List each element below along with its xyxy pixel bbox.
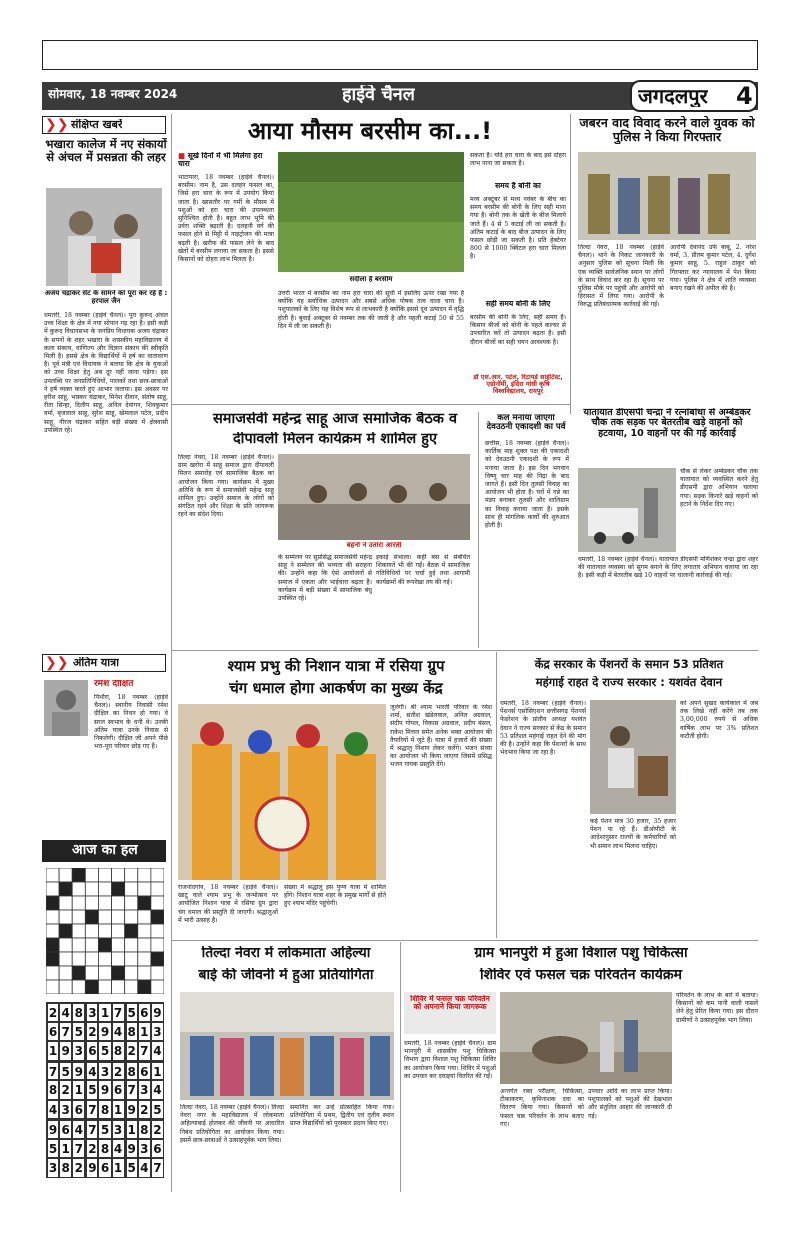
bhanupuri-sidebar-head: शिविर में फसल चक्र परिवर्तन को अपनाने किया जागरूक [410, 995, 490, 1012]
sudoku-cell: 1 [125, 1119, 138, 1139]
sudoku-cell: 2 [85, 1139, 98, 1159]
crossword-cell [151, 980, 164, 994]
crossword-cell [138, 924, 151, 938]
field-photo-image [278, 152, 464, 272]
sudoku-cell: 9 [72, 1061, 85, 1081]
sudoku-cell: 5 [85, 1080, 98, 1100]
sudoku-cell: 5 [46, 1139, 59, 1159]
puzzle-title: आज का हल [72, 843, 138, 858]
obituary-body: पिथौरा, 18 नवम्बर (हाईवे चैनल)। स्थानीय निवासी रमेश दीक्षित का निधन हो गया। वे सरल स्वभाव के धनी थे। उनकी अंतिम यात्रा उनके निवास से निकलेगी। दीक्षित जी अपने पीछे भरा-पूरा परिवार छोड़ गए हैं। [94, 694, 168, 751]
crossword-cell [59, 952, 72, 966]
obituary-name: रमेश दीक्षित [94, 680, 134, 689]
sudoku-cell: 2 [151, 1119, 164, 1139]
sudoku-cell: 9 [85, 1158, 98, 1178]
crossword-cell [125, 980, 138, 994]
sudoku-cell: 4 [85, 1061, 98, 1081]
traffic-photo [578, 468, 676, 552]
meeting-photo [278, 454, 470, 540]
sudoku-cell: 6 [112, 1080, 125, 1100]
crime-body-2: आरोपी देवानंद उर्फ बाबू, 2. नरेश वर्मा, 3. प्रीतम कुमार पटेल, 4. दुर्गेश कुमार साहू, 5. राहुल ठाकुर को गिरफ्तार कर न्यायालय में पेश किया गया। पुलिस ने क्षेत्र में शांति व्यवस्था बनाए रखने की अपील की है। [670, 244, 756, 293]
sudoku-cell: 9 [46, 1119, 59, 1139]
crossword-cell [46, 966, 59, 980]
crossword-cell [138, 896, 151, 910]
crossword-cell [72, 896, 85, 910]
crossword-cell [98, 910, 111, 924]
sudoku-cell: 7 [72, 1139, 85, 1159]
pension-headline-2: महंगाई राहत दे राज्य सरकार : यशवंत देवान [535, 676, 723, 689]
sudoku-cell: 7 [138, 1041, 151, 1061]
lead-headline: आया मौसम बरसीम का...! [247, 118, 493, 145]
sudoku-cell: 6 [85, 1041, 98, 1061]
sudoku-cell: 2 [85, 1022, 98, 1042]
crossword-cell [151, 938, 164, 952]
crossword-cell [46, 896, 59, 910]
crossword-cell [98, 868, 111, 882]
crossword-cell [112, 966, 125, 980]
sudoku-cell: 7 [59, 1022, 72, 1042]
shyam-body-1: राजनांदगांव, 18 नवम्बर (हाईवे चैनल)। खाटू वाले श्याम प्रभु के जन्मोत्सव पर आयोजित निशान यात्रा में रसिया ग्रुप द्वारा चंग धमाल की प्रस्तुति दी जाएगी। श्रद्धालुओं में भारी उत्साह है। [178, 884, 278, 924]
crossword-cell [85, 868, 98, 882]
crossword-cell [85, 896, 98, 910]
sudoku-cell: 8 [98, 1100, 111, 1120]
crossword-cell [59, 980, 72, 994]
ahilya-body-1: तिल्दा नेवरा, 18 नवम्बर (हाईवे चैनल)। तिल्दा नेवरा नगर के महाविद्यालय में लोकमाता अहिल्याबाई होलकर की जीवनी पर आधारित निबंध प्रतियोगिता का आयोजन किया गया। इसमें छात्र-छात्राओं ने उत्साहपूर्वक भाग लिया। [180, 1104, 284, 1144]
sudoku-cell: 3 [46, 1158, 59, 1178]
sudoku-cell: 9 [125, 1100, 138, 1120]
sudoku-cell: 8 [125, 1061, 138, 1081]
crossword-cell [112, 952, 125, 966]
sudoku-cell: 4 [46, 1100, 59, 1120]
sudoku-cell: 7 [112, 1002, 125, 1022]
brief-section-title: ❯❯ संक्षिप्त खबरें [42, 116, 166, 134]
crossword-cell [138, 868, 151, 882]
crossword-cell [46, 952, 59, 966]
crossword-cell [98, 938, 111, 952]
samaj-subhead: बहनों ने उतारा आरती [346, 542, 402, 549]
page-number: 4 [736, 83, 753, 110]
crossword-cell [59, 896, 72, 910]
sudoku-cell: 3 [59, 1100, 72, 1120]
crossword-cell [46, 910, 59, 924]
crossword-cell [125, 910, 138, 924]
portrait-image [44, 680, 88, 736]
shyam-body-3: जुलेगी। श्री श्याम भारती परिवार के रमेश शर्मा, सतीश खंडेलवाल, अनिल अग्रवाल, संदीप गोयल, विकास अग्रवाल, प्रदीप बंसल, राकेश मित्तल समेत अनेक भक्त आयोजन की तैयारियों में जुटे हैं। यात्रा में हजारों की संख्या में श्रद्धालु निशान लेकर चलेंगे। भजन संध्या का आयोजन भी किया जाएगा जिसमें प्रसिद्ध भजन गायक प्रस्तुति देंगे। [390, 704, 492, 769]
sudoku-cell: 9 [98, 1080, 111, 1100]
sudoku-cell: 4 [138, 1158, 151, 1178]
sudoku-cell: 8 [46, 1080, 59, 1100]
crossword-cell [98, 952, 111, 966]
bhanupuri-photo [500, 992, 672, 1084]
sudoku-cell: 5 [72, 1022, 85, 1042]
crossword-cell [125, 924, 138, 938]
crossword-cell [85, 924, 98, 938]
crossword-cell [138, 938, 151, 952]
sudoku-cell: 3 [85, 1002, 98, 1022]
sudoku-cell: 3 [98, 1061, 111, 1081]
lead-photo-caption: सर्दीला है बरसीम [349, 276, 393, 283]
sudoku-cell: 5 [125, 1158, 138, 1178]
crossword-cell [59, 882, 72, 896]
brief-body: धमतरी, 18 नवम्बर (हाईवे चैनल)। पूरा कुरूद अंचल उच्च शिक्षा के क्षेत्र में नया सोपान गढ़ रहा है। इसी कड़ी में कुरूद विधानसभा के जनप्रिय विधायक अजय चंद्राकर के सपनों के शहर भखारा के शासकीय महाविद्यालय में कला संकाय, वाणिज्य और विज्ञान संकाय की स्वीकृति मिली है। इससे क्षेत्र के विद्यार्थियों में हर्ष का वातावरण है। पूर्व मंत्री एवं विधायक ने बताया कि क्षेत्र के युवाओं को उच्च शिक्षा हेतु अब दूर नहीं जाना पड़ेगा। इस उपलब्धि पर जनप्रतिनिधियों, पालकों तथा छात्र-छात्राओं ने हर्ष व्यक्त करते हुए आभार जताया। इस अवसर पर हरीश साहू, भास्कर चंद्राकर, मिनेश दीवान, संतोष साहू, रीता सिन्हा, दिलीप साहू, अनिल देवांगन, शिवकुमार वर्मा, बृजलाल साहू, सुरेश साहू, खेमलाल पटेल, प्रदीप साहू, नीरज चंद्राकर सहित बड़ी संख्या में क्षेत्रवासी उपस्थित रहे। [44, 312, 168, 434]
lead-body-1: भाटापारा, 18 नवम्बर (हाईवे चैनल)। बरसीम। नाम है, उस दलहन फसल का, जिसे हरा चारा के रूप में उपयोग किया जाता है। खासतौर पर गर्मी के मौसम में पशुओं को हरा चारा की उपलब्धता सुनिश्चित होती है। बहुत लाभ भूमि की उर्वरा शक्ति बढ़ाती है। दलहनी वर्ग की फसल होने से मिट्टी में नाइट्रोजन की मात्रा बढ़ती है। खरीफ की फसल लेने के बाद खेतों में बरसीम लगाया जा सकता है। इससे किसानों को दोहरा लाभ मिलता है। [178, 174, 274, 264]
crossword-cell [46, 882, 59, 896]
ahilya-photo [180, 992, 394, 1100]
crossword-cell [46, 938, 59, 952]
crossword-cell [112, 924, 125, 938]
pension-body-1: धमतरी, 18 नवम्बर (हाईवे चैनल)। पेंशनर्स एसोसिएशन छत्तीसगढ़ पेंशनर्स फेडरेशन के प्रांतीय अध्यक्ष यशवंत देवान ने राज्य सरकार से केंद्र के समान 53 प्रतिशत महंगाई राहत देने की मांग की है। उन्होंने कहा कि पेंशनरों के साथ भेदभाव किया जा रहा है। [500, 700, 586, 757]
city-tab [630, 80, 758, 112]
samaj-photo [278, 454, 470, 540]
crossword-cell [85, 980, 98, 994]
brief-headline: भखारा कालेज में नए संकायों से अंचल में प्रसन्नता की लहर [45, 138, 167, 164]
lead-photo [278, 152, 464, 272]
shyam-body-2: संख्या में श्रद्धालु इस पुण्य यात्रा में शामिल होंगे। निशान यात्रा शहर के प्रमुख मार्गों से होते हुए श्याम मंदिर पहुंचेगी। [284, 884, 386, 908]
sudoku-cell: 5 [59, 1061, 72, 1081]
sudoku-cell: 1 [59, 1139, 72, 1159]
sudoku-cell: 1 [72, 1080, 85, 1100]
lead-subhead: ■ सूखे दिनों में भी मिलेगा हरा चारा [178, 152, 263, 169]
ambedkar-headline: यातायात डीएसपी चन्द्रा ने रत्नांबांधा से अम्बेडकर चौक तक सड़क पर बेतरतीब खड़े वाहनों को हटवाया, 10 वाहनों पर की गई कार्रवाई [583, 408, 751, 439]
crossword-cell [72, 980, 85, 994]
lead-body-2: उत्तरी भारत में बरसीम का नाम हरा चारा की सूची में इसलिए ऊपर रखा गया है क्योंकि यह सर्वाधिक उत्पादन और सबसे अधिक पोषक तत्व वाला चारा है। पशुपालकों के लिए यह विशेष रूप से लाभकारी है क्योंकि इससे दूध उत्पादन में वृद्धि होती है। बुवाई अक्टूबर से नवम्बर तक की जाती है और पहली कटाई 50 से 55 दिन में ली जा सकती है। [278, 290, 464, 330]
crossword-cell [59, 910, 72, 924]
sudoku-cell: 5 [98, 1119, 111, 1139]
lead-subhead-2: समय है बोनी का [495, 182, 541, 190]
sudoku-cell: 9 [151, 1002, 164, 1022]
sudoku-cell: 1 [112, 1158, 125, 1178]
sudoku-cell: 8 [72, 1002, 85, 1022]
crossword-cell [112, 868, 125, 882]
cattle-camp-photo [500, 992, 672, 1084]
sudoku-cell: 5 [98, 1041, 111, 1061]
lead-body-5: बरसीम की बोनी के लिए, सही समय है। किसान बीजों को बोनी के पहले कल्चर से उपचारित करें तो उत्पादन बढ़ता है। इसी दौरान बीजों का सही चयन आवश्यक है। [470, 314, 566, 346]
crossword-cell [72, 924, 85, 938]
crossword-cell [125, 882, 138, 896]
crossword-cell [151, 966, 164, 980]
obituary-photo [44, 680, 88, 736]
pension-body-3: को अपने सुखद कार्यकाल में जब तक लिखे नहीं करेंगे तब तक 3,00,000 रुपये से अधिक वार्षिक लाभ पर 3% प्रतिशत कटौती होगी। [680, 700, 758, 740]
crossword-cell [138, 966, 151, 980]
crossword-cell [151, 896, 164, 910]
sudoku-cell: 1 [138, 1022, 151, 1042]
crossword-cell [72, 868, 85, 882]
samaj-headline-1: समाजसेवी महेन्द्र साहू आज समाजिक बैठक व [212, 412, 458, 427]
sudoku-cell: 7 [46, 1061, 59, 1081]
sudoku-cell: 1 [98, 1002, 111, 1022]
issue-date: सोमवार, 18 नवम्बर 2024 [48, 88, 178, 101]
crossword-cell [125, 952, 138, 966]
sudoku-cell: 4 [72, 1119, 85, 1139]
bhanupuri-headline-2: शिविर एवं फसल चक्र परिवर्तन कार्यक्रम [479, 968, 683, 983]
sudoku-cell: 8 [125, 1022, 138, 1042]
samaj-body-1: तिल्दा नेवरा, 18 नवम्बर (हाईवे चैनल)। ग्राम खरोरा में साहू समाज द्वारा दीपावली मिलन समारोह एवं सामाजिक बैठक का आयोजन किया गया। कार्यक्रम में मुख्य अतिथि के रूप में समाजसेवी महेन्द्र साहू शामिल हुए। उन्होंने समाज के लोगों को संगठित रहने और शिक्षा के प्रति जागरूक रहने का संदेश दिया। [178, 454, 274, 519]
paper-name: हाईवे चैनल [342, 85, 415, 105]
sudoku-cell: 7 [85, 1100, 98, 1120]
crossword-cell [72, 966, 85, 980]
crossword-cell [85, 938, 98, 952]
sudoku-cell: 8 [138, 1119, 151, 1139]
crossword-cell [59, 924, 72, 938]
sudoku-cell: 6 [59, 1119, 72, 1139]
crossword-svg [46, 868, 164, 994]
brief-photo-image [46, 188, 162, 286]
sudoku-cell: 3 [138, 1080, 151, 1100]
crossword-cell [112, 896, 125, 910]
crossword-cell [151, 924, 164, 938]
sudoku-cell: 8 [59, 1158, 72, 1178]
ekadashi-body: छत्तीस, 18 नवम्बर (हाईवे चैनल)। कार्तिक माह शुक्ल पक्ष की एकादशी को देवउठनी एकादशी के रूप में मनाया जाता है। इस दिन भगवान विष्णु चार माह की निद्रा के बाद जागते हैं। इसी दिन तुलसी विवाह का आयोजन भी होता है। घरों में गन्ने का मंडप बनाकर तुलसी और शालिग्राम का विवाह कराया जाता है। इसके साथ ही मांगलिक कार्यों की शुरुआत होती है। [485, 440, 569, 530]
crossword-cell [138, 882, 151, 896]
bhanupuri-headline-1: ग्राम भानपुरी में हुआ विशाल पशु चिकित्सा [474, 946, 688, 961]
crossword-cell [112, 882, 125, 896]
crossword-cell [138, 952, 151, 966]
sudoku-cell: 3 [138, 1139, 151, 1159]
sudoku-cell: 4 [112, 1139, 125, 1159]
sudoku-cell: 3 [72, 1041, 85, 1061]
crossword-cell [98, 896, 111, 910]
crossword-cell [85, 882, 98, 896]
lead-subhead-3: सही समय बोनी के लिए [485, 300, 551, 308]
ekadashi-box [478, 412, 570, 648]
speaker-photo [590, 700, 676, 814]
crossword-cell [125, 868, 138, 882]
sudoku-cell: 8 [98, 1139, 111, 1159]
sudoku-cell: 3 [112, 1119, 125, 1139]
crossword-cell [72, 910, 85, 924]
crossword-cell [151, 910, 164, 924]
obituary-section-title: ❯❯ अंतिम यात्रा [42, 654, 166, 672]
shyam-headline-2: चंग धमाल होगा आकर्षण का मुख्य केंद्र [229, 680, 443, 697]
sudoku-cell: 2 [59, 1080, 72, 1100]
sudoku-grid [46, 1002, 164, 1178]
bhanupuri-body-4: परिवर्तन के लाभ के बारे में बताया। किसानों को कम पानी वाली फसलें लेने हेतु प्रेरित किया गया। इस दौरान ग्रामीणों ने उत्साहपूर्वक भाग लिया। [676, 992, 758, 1024]
sudoku-cell: 6 [138, 1061, 151, 1081]
crossword-cell [125, 966, 138, 980]
bhanupuri-body-3: उपचार आदि का लाभ प्राप्त किया। पशुपालकों को पशुओं की देखभाल और संतुलित आहार की जानकारी दी गई। [588, 1088, 672, 1120]
puzzle-title-band [42, 840, 166, 862]
crossword-cell [151, 882, 164, 896]
sudoku-cell: 4 [151, 1041, 164, 1061]
crossword-cell [85, 966, 98, 980]
sudoku-cell: 4 [59, 1002, 72, 1022]
sudoku-cell: 1 [112, 1100, 125, 1120]
sudoku-cell: 6 [72, 1100, 85, 1120]
crime-headline: जबरन वाद विवाद करने वाले युवक को पुलिस ने किया गिरफ्तार [579, 116, 755, 144]
crossword-cell [72, 938, 85, 952]
crossword-cell [59, 868, 72, 882]
crossword-cell [138, 910, 151, 924]
ahilya-body-2: समानित कर उन्हें प्रोत्साहित किया गया। प्रतियोगिता में प्रथम, द्वितीय एवं तृतीय स्थान प्राप्त विद्यार्थियों को पुरस्कार प्रदान किए गए। [290, 1104, 394, 1128]
city-name: जगदलपुर [638, 85, 708, 107]
lead-body-3: सकता है। यदि हरा चारा के बाद इसे दोहरा लाभ पाना जा सकता है। [470, 152, 566, 168]
sudoku-cell: 4 [151, 1080, 164, 1100]
sudoku-cell: 6 [46, 1022, 59, 1042]
crossword-cell [98, 966, 111, 980]
lead-body-4: मध्य अक्टूबर से मध्य नवंबर के बीच का समय बरसीम की बोनी के लिए सही माना गया है। बोनी तक के खेती के बीज मिलाये जाते हैं। 4 से 5 कटाई ली जा सकती है। अंतिम कटाई के बाद बीज उत्पादन के लिए फसल छोड़ी जा सकती है। प्रति हेक्टेयर 800 से 1000 क्विंटल हरा चारा मिलता है। [470, 196, 566, 261]
sudoku-cell: 3 [151, 1022, 164, 1042]
sudoku-cell: 2 [46, 1002, 59, 1022]
crossword-cell [112, 910, 125, 924]
pension-headline-1: केंद्र सरकार के पेंशनरों के समान 53 प्रतिशत [534, 658, 724, 671]
crossword-cell [46, 868, 59, 882]
brief-photo [46, 188, 162, 286]
shyam-photo [178, 704, 386, 880]
sudoku-cell: 6 [98, 1158, 111, 1178]
sudoku-cell: 7 [151, 1158, 164, 1178]
samaj-body-3: इकाई संभाला। कहीं बस से संबंधित शिकायतें भी की गईं। बैठक में सामाजिक गतिविधियों पर चर्चा हुई तथा आगामी कार्यक्रमों की रूपरेखा तय की गई। [376, 554, 470, 586]
sudoku-cell: 2 [72, 1158, 85, 1178]
ambedkar-body-1: चौक से लेकर अम्बेडकर चौक तक यातायात को व्यवस्थित करने हेतु डीएसपी द्वारा अभियान चलाया गया। सड़क किनारे खड़े वाहनों को हटाने के निर्देश दिए गए। [680, 468, 758, 508]
crossword-cell [98, 924, 111, 938]
bhanupuri-body-2: अन्तर्गत रक्त परीक्षण, चिकित्सा, टीकाकरण, कृमिनाशक दवा का वितरण किया गया। किसानों को फसल चक्र परिवर्तन के लाभ बताए गए। [500, 1088, 584, 1128]
ahilya-headline-1: तिल्दा नेवरा में लोकमाता अहिल्या [201, 946, 371, 961]
top-ad-box [42, 40, 758, 70]
sudoku-cell: 7 [125, 1080, 138, 1100]
sudoku-cell: 9 [125, 1139, 138, 1159]
crossword-cell [85, 910, 98, 924]
crossword-cell [85, 952, 98, 966]
crime-body-1: तिल्दा नेवरा, 18 नवम्बर (हाईवे चैनल)। थाने के निकट जानकारी के अनुसार पुलिस को सूचना मिली कि एक व्यक्ति सार्वजनिक स्थान पर लोगों के साथ विवाद कर रहा है। सूचना पर पुलिस मौके पर पहुंची और आरोपी को हिरासत में लिया गया। आरोपी के विरुद्ध प्रतिबंधात्मक कार्रवाई की गई। [578, 244, 664, 309]
sudoku-cell: 2 [125, 1041, 138, 1061]
sudoku-cell: 6 [151, 1139, 164, 1159]
crossword-cell [112, 980, 125, 994]
sudoku-cell: 6 [138, 1002, 151, 1022]
ambedkar-photo [578, 468, 676, 552]
crossword-cell [98, 882, 111, 896]
crossword-cell [151, 952, 164, 966]
bhanupuri-sidebar-box [404, 992, 496, 1034]
sudoku-cell: 9 [98, 1022, 111, 1042]
sudoku-cell: 2 [138, 1100, 151, 1120]
ambedkar-body-2: धमतरी, 18 नवम्बर (हाईवे चैनल)। यातायात डीएसपी मणिशंकर चन्द्रा द्वारा शहर की यातायात व्यवस्था को सुगम बनाने के लिए लगातार अभियान चलाया जा रहा है। इसी कड़ी में बेतरतीब खड़े 10 वाहनों पर चालानी कार्रवाई की गई। [578, 556, 758, 580]
crossword-cell [151, 868, 164, 882]
sudoku-cell: 2 [112, 1061, 125, 1081]
sudoku-cell: 1 [46, 1041, 59, 1061]
lead-byline: डॉ एस.आर. पटेल, रिटायर्ड साइंटिस्ट, एग्रोनॉमी, इंदिरा गांधी कृषि विश्वविद्यालय, रायपुर [473, 374, 563, 396]
police-group-photo [578, 152, 756, 240]
ekadashi-headline: कल मनाया जाएगा देवउठनी एकादशी का पर्व [486, 414, 566, 433]
samaj-body-2: के सम्मेलन पर सुप्रसिद्ध समाजसेवी महेन्द्र साहू ने सम्मेलन की भव्यता की सराहना की। उन्होंने कहा कि ऐसे आयोजनों से समाज में एकता और भाईचारा बढ़ता है। कार्यक्रम में बड़ी संख्या में सामाजिक बंधु उपस्थित रहे। [278, 554, 372, 603]
sudoku-cell: 5 [151, 1100, 164, 1120]
sudoku-cell: 1 [151, 1061, 164, 1081]
red-arrow-icon: ❯❯ [45, 117, 69, 133]
ahilya-headline-2: बाई की जीवनी में हुआ प्रतियोगिता [198, 968, 374, 983]
pension-photo [590, 700, 676, 814]
crossword-cell [98, 980, 111, 994]
crossword-cell [125, 938, 138, 952]
sudoku-cell: 5 [125, 1002, 138, 1022]
crime-photo [578, 152, 756, 240]
crossword-cell [59, 938, 72, 952]
bullet-icon: ■ [178, 152, 188, 160]
rasiya-group-photo [178, 704, 386, 880]
students-photo [180, 992, 394, 1100]
crossword-grid [46, 868, 164, 994]
crossword-cell [72, 952, 85, 966]
brief-caption: अजय चंद्राकर सेंट के सामने को पूरा कर रहे हैं : हरपाल जैन [44, 290, 168, 305]
crossword-cell [59, 966, 72, 980]
crossword-cell [46, 924, 59, 938]
sudoku-cell: 9 [59, 1041, 72, 1061]
sudoku-cell: 8 [112, 1041, 125, 1061]
crossword-cell [138, 980, 151, 994]
crossword-cell [46, 980, 59, 994]
sudoku-cell: 7 [85, 1119, 98, 1139]
crossword-cell [125, 896, 138, 910]
pension-body-2: कई पेंशन मात्र 30 हजार, 35 हजार पेंशन पा रहे हैं। डीओपीटी के आदेशानुसार राज्यों के कर्मचारियों को भी समान लाभ मिलना चाहिए। [590, 818, 676, 850]
crossword-cell [112, 938, 125, 952]
crossword-cell [72, 882, 85, 896]
sudoku-cell: 4 [112, 1022, 125, 1042]
samaj-headline-2: दीपावली मिलन कार्यक्रम में शामिल हुए [232, 432, 437, 447]
bhanupuri-body-1: धमतरी, 18 नवम्बर (हाईवे चैनल)। ग्राम भानपुरी में शासकीय पशु चिकित्सा विभाग द्वारा विशाल पशु चिकित्सा शिविर का आयोजन किया गया। शिविर में पशुओं का उपचार कर दवाइयां वितरित की गईं। [404, 1040, 496, 1080]
shyam-headline-1: श्याम प्रभु की निशान यात्रा में रसिया ग्रुप [227, 658, 445, 675]
red-arrow-icon: ❯❯ [45, 655, 69, 671]
